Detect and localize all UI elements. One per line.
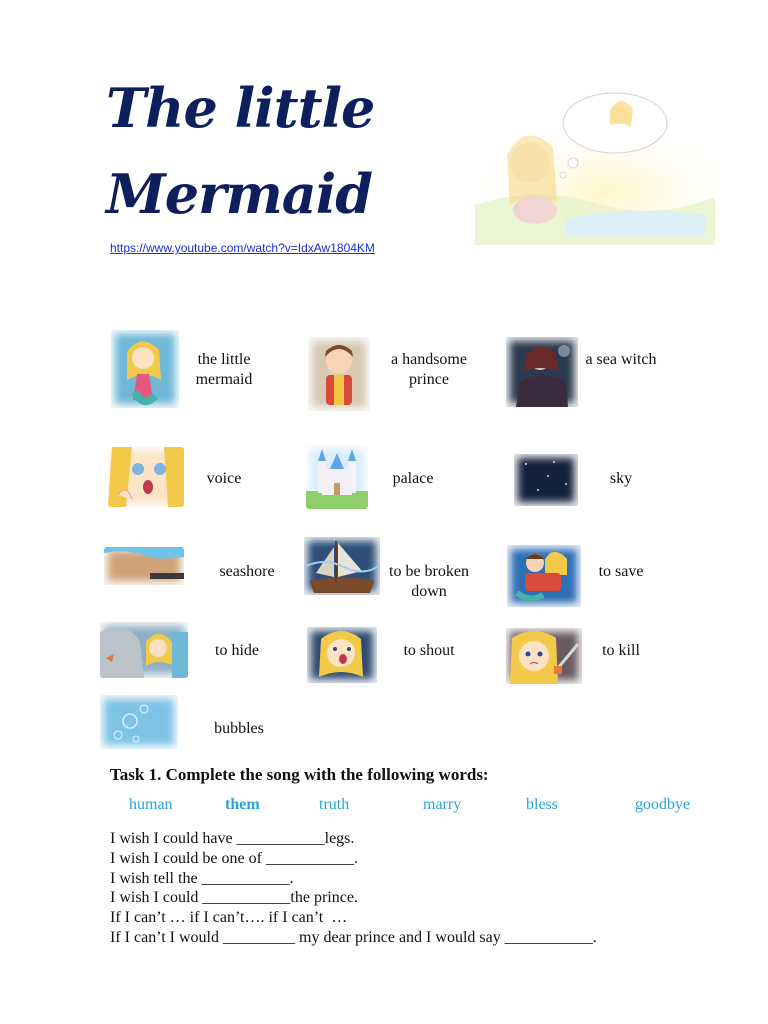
shipwreck-picture <box>304 537 380 595</box>
vocab-label-sky: sky <box>609 470 633 487</box>
song-line-6: If I can’t I would _________ my dear prince and I would say ___________. <box>110 929 597 946</box>
vocab-label-palace: palace <box>392 470 434 487</box>
word-bank-human: human <box>129 796 173 813</box>
vocab-label-broken-down: to be broken down <box>389 563 469 600</box>
vocab-label-mermaid: the little mermaid <box>195 351 253 388</box>
word-bank-goodbye: goodbye <box>635 796 691 813</box>
word-bank-bless: bless <box>526 796 558 813</box>
vocab-label-shout: to shout <box>403 642 455 659</box>
song-line-4: I wish I could ___________the prince. <box>110 889 358 906</box>
vocab-label-save: to save <box>598 563 644 580</box>
vocab-label-bubbles: bubbles <box>214 720 264 737</box>
song-line-3: I wish tell the ___________. <box>110 870 294 887</box>
vocab-label-hide: to hide <box>215 642 259 659</box>
song-line-1: I wish I could have ___________legs. <box>110 830 355 847</box>
vocab-label-prince: a handsome prince <box>391 351 467 388</box>
mermaid-thought-illustration <box>455 85 715 245</box>
youtube-link[interactable]: https://www.youtube.com/watch?v=IdxAw1804KM <box>110 241 375 255</box>
vocab-label-seashore: seashore <box>219 563 275 580</box>
title-line-1: The little <box>106 76 375 140</box>
seashore-picture <box>104 547 184 585</box>
word-bank-marry: marry <box>423 796 462 813</box>
vocab-label-kill: to kill <box>602 642 640 659</box>
prince-picture <box>308 337 370 411</box>
title-line-2: Mermaid <box>106 162 372 226</box>
task1-title: Task 1. Complete the song with the following words: <box>110 765 489 784</box>
sea-witch-picture <box>506 337 578 407</box>
shout-picture <box>307 627 377 683</box>
song-line-2: I wish I could be one of ___________. <box>110 850 358 867</box>
vocab-label-sea-witch: a sea witch <box>585 351 657 368</box>
song-line-5: If I can’t … if I can’t…. if I can’t … <box>110 909 348 926</box>
vocab-label-voice: voice <box>206 470 242 487</box>
word-bank-truth: truth <box>319 796 350 813</box>
word-bank-them: them <box>225 796 260 813</box>
bubbles-picture <box>100 695 178 749</box>
hide-picture <box>100 622 188 678</box>
